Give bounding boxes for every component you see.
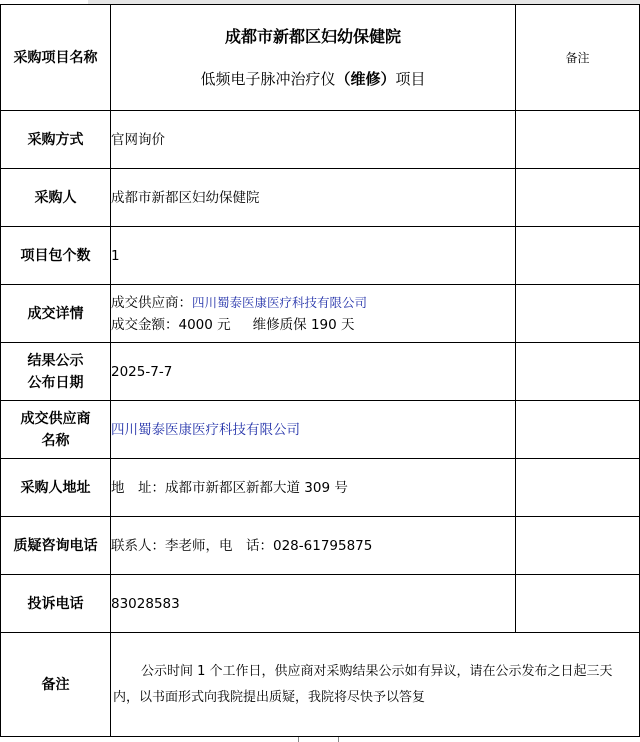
date-value: 2025-7-7 <box>111 343 516 401</box>
purchaser-label: 采购人 <box>1 169 111 227</box>
address-remark <box>516 459 640 517</box>
notes-cell <box>111 633 640 737</box>
date-label <box>1 343 111 401</box>
row-complaint <box>1 575 640 633</box>
subtitle-repair: （维修） <box>335 69 396 88</box>
supplier-label-line2: 名称 <box>41 432 70 449</box>
packages-value: 1 <box>111 227 516 285</box>
deal-value <box>111 285 516 343</box>
address-value: 地 址：成都市新都区新都大道 309 号 <box>111 459 516 517</box>
method-value: 官网询价 <box>111 111 516 169</box>
purchaser-remark <box>516 169 640 227</box>
date-label-line2: 公布日期 <box>27 374 84 391</box>
bottom-tick <box>338 737 339 742</box>
purchaser-value: 成都市新都区妇幼保健院 <box>111 169 516 227</box>
row-supplier-name <box>1 401 640 459</box>
contact-value: 联系人：李老师，电 话：028-61795875 <box>111 517 516 575</box>
packages-label: 项目包个数 <box>1 227 111 285</box>
subtitle-device: 低频电子脉冲治疗仪 <box>200 69 336 88</box>
remark-header: 备注 <box>516 5 640 111</box>
method-label: 采购方式 <box>1 111 111 169</box>
address-label: 采购人地址 <box>1 459 111 517</box>
supplier-name-remark <box>516 401 640 459</box>
deal-supplier-prefix: 成交供应商： <box>111 294 192 311</box>
row-notes <box>1 633 640 737</box>
supplier-name-label <box>1 401 111 459</box>
method-remark <box>516 111 640 169</box>
project-name-label: 采购项目名称 <box>1 5 111 111</box>
notes-text: 公示时间 1 个工作日，供应商对采购结果公示如有异议，请在公示发布之日起三天内，以书面形式向我院提出质疑，我院将尽快予以答复 <box>113 663 613 705</box>
date-label-line1: 结果公示 <box>27 352 84 369</box>
bottom-tick <box>298 737 299 742</box>
row-project-name <box>1 5 640 111</box>
row-date <box>1 343 640 401</box>
date-remark <box>516 343 640 401</box>
row-deal <box>1 285 640 343</box>
complaint-value: 83028583 <box>111 575 516 633</box>
row-contact <box>1 517 640 575</box>
row-method <box>1 111 640 169</box>
complaint-label: 投诉电话 <box>1 575 111 633</box>
row-purchaser <box>1 169 640 227</box>
deal-supplier-line <box>111 292 515 314</box>
deal-warranty: 维修质保 190 天 <box>252 316 355 333</box>
contact-remark <box>516 517 640 575</box>
deal-label: 成交详情 <box>1 285 111 343</box>
supplier-name-value: 四川蜀泰医康医疗科技有限公司 <box>111 401 516 459</box>
row-address <box>1 459 640 517</box>
supplier-label-line1: 成交供应商 <box>20 410 91 427</box>
hospital-title: 成都市新都区妇幼保健院 <box>224 26 401 46</box>
deal-supplier-name: 四川蜀泰医康医疗科技有限公司 <box>192 294 368 310</box>
deal-amount-line <box>111 314 515 336</box>
procurement-result-table <box>0 4 640 737</box>
project-title-cell <box>111 5 516 111</box>
project-subtitle <box>111 67 515 91</box>
deal-amount: 成交金额：4000 元 <box>111 316 231 333</box>
row-packages <box>1 227 640 285</box>
complaint-remark <box>516 575 640 633</box>
notes-label: 备注 <box>1 633 111 737</box>
deal-remark <box>516 285 640 343</box>
packages-remark <box>516 227 640 285</box>
subtitle-project: 项目 <box>395 69 426 88</box>
contact-label: 质疑咨询电话 <box>1 517 111 575</box>
